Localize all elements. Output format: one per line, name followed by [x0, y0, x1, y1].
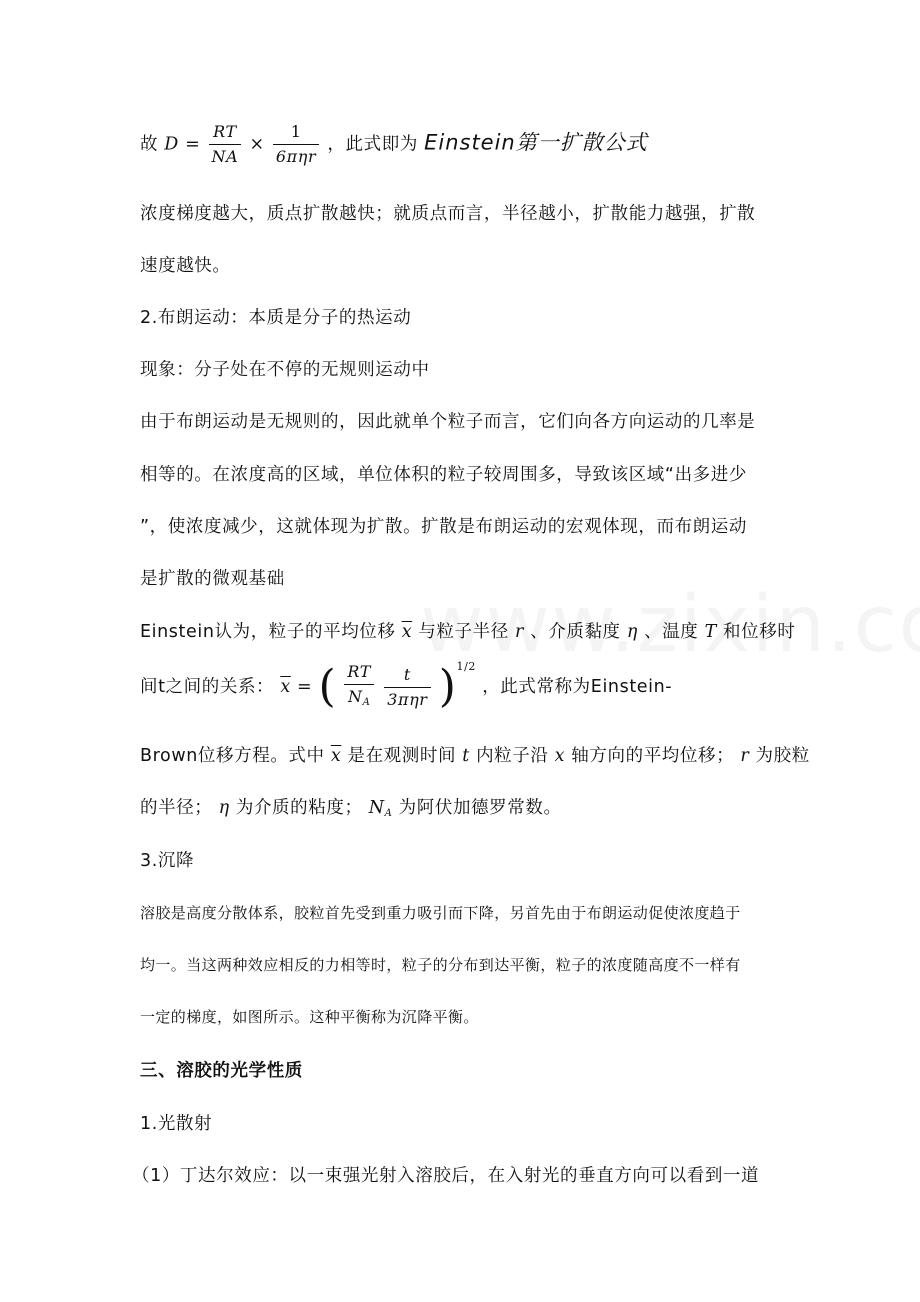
paragraph-line: 速度越快。	[140, 256, 231, 276]
right-paren: )	[438, 661, 457, 712]
symbol-r: r	[740, 746, 750, 766]
formula-name: Einstein第一扩散公式	[424, 130, 648, 155]
section-heading-light-scattering: 1.光散射	[140, 1114, 213, 1134]
denominator: 3πηr	[387, 689, 428, 709]
text: 和位移时	[723, 622, 796, 642]
text: 、温度	[644, 622, 699, 642]
text: 为阿伏加德罗常数。	[398, 798, 562, 818]
text: Brown位移方程。式中	[140, 746, 325, 766]
fraction-rt-na	[209, 122, 242, 167]
den-subscript: A	[362, 696, 371, 708]
fraction-rt-na	[344, 662, 374, 713]
paragraph-line: 浓度梯度越大，质点扩散越快；就质点而言，半径越小，扩散能力越强，扩散	[140, 204, 756, 224]
denominator	[344, 685, 374, 713]
section-heading-sedimentation: 3.沉降	[140, 851, 195, 871]
denominator: NA	[211, 147, 239, 166]
section-heading-brownian: 2.布朗运动：本质是分子的热运动	[140, 308, 412, 328]
symbol-T: T	[704, 622, 717, 642]
numerator: RT	[344, 662, 374, 685]
text: 间t之间的关系：	[140, 677, 275, 697]
paragraph-line: 一定的梯度，如图所示。这种平衡称为沉降平衡。	[140, 1008, 479, 1026]
numerator: RT	[209, 122, 242, 145]
numerator: t	[384, 665, 430, 688]
symbol-r: r	[515, 622, 524, 642]
paragraph-line: 相等的。在浓度高的区域，单位体积的粒子较周围多，导致该区域“出多进少	[140, 465, 747, 485]
numerator: 1	[273, 122, 319, 145]
symbol-NA	[369, 798, 393, 818]
paragraph-line: 是扩散的微观基础	[140, 569, 285, 589]
paragraph-line	[140, 794, 562, 819]
symbol-x-bar: $\overline{x}$	[330, 746, 342, 766]
text: ，此式即为	[327, 134, 418, 155]
symbol-eta: η	[218, 798, 230, 818]
subscript-A: A	[384, 808, 393, 819]
text: 的半径；	[140, 798, 213, 818]
equals-sign: =	[185, 134, 201, 155]
einstein-brown-formula-line	[140, 660, 672, 713]
equals-sign: =	[297, 677, 313, 697]
symbol-t: t	[462, 746, 470, 766]
text: 与粒子半径	[418, 622, 509, 642]
text: 内粒子沿	[476, 746, 549, 766]
paragraph-line	[140, 618, 795, 643]
symbol-x-bar: $\overline{x}$	[280, 677, 291, 697]
symbol-x-bar: $\overline{x}$	[401, 622, 413, 642]
text: 、介质黏度	[530, 622, 621, 642]
symbol-x: x	[554, 746, 566, 766]
paragraph-line: 现象：分子处在不停的无规则运动中	[140, 360, 430, 380]
exponent: 1/2	[456, 660, 477, 673]
text: 为介质的粘度；	[235, 798, 363, 818]
fraction-t-3pietar	[384, 665, 430, 710]
left-paren: (	[318, 661, 337, 712]
chapter-heading-optical-properties: 三、溶胶的光学性质	[140, 1061, 303, 1081]
symbol-eta: η	[626, 622, 638, 642]
paragraph-line: 均一。当这两种效应相反的力相等时，粒子的分布到达平衡，粒子的浓度随高度不一样有	[140, 956, 741, 974]
text: 为胶粒	[755, 746, 810, 766]
text: Einstein认为，粒子的平均位移	[140, 622, 396, 642]
symbol-N: N	[368, 798, 385, 818]
text: 轴方向的平均位移；	[571, 746, 735, 766]
paragraph-line: 由于布朗运动是无规则的，因此就单个粒子而言，它们向各方向运动的几率是	[140, 412, 756, 432]
paragraph-line: （1）丁达尔效应：以一束强光射入溶胶后，在入射光的垂直方向可以看到一道	[132, 1166, 760, 1186]
times-sign: ×	[249, 134, 265, 155]
paragraph-line: 溶胶是高度分散体系，胶粒首先受到重力吸引而下降，另首先由于布朗运动促使浓度趋于	[140, 904, 741, 922]
symbol-D: D	[164, 134, 179, 155]
text: 是在观测时间	[347, 746, 457, 766]
paragraph-line	[140, 742, 810, 767]
einstein-first-diffusion-line	[140, 122, 648, 167]
paragraph-line: ”，使浓度减少，这就体现为扩散。扩散是布朗运动的宏观体现，而布朗运动	[140, 517, 747, 537]
denominator: 6πηr	[275, 147, 317, 166]
text: ，此式常称为Einstein-	[482, 677, 673, 697]
den-main: N	[347, 686, 363, 706]
fraction-1-6pietar	[273, 122, 319, 167]
text: 故	[140, 134, 159, 155]
